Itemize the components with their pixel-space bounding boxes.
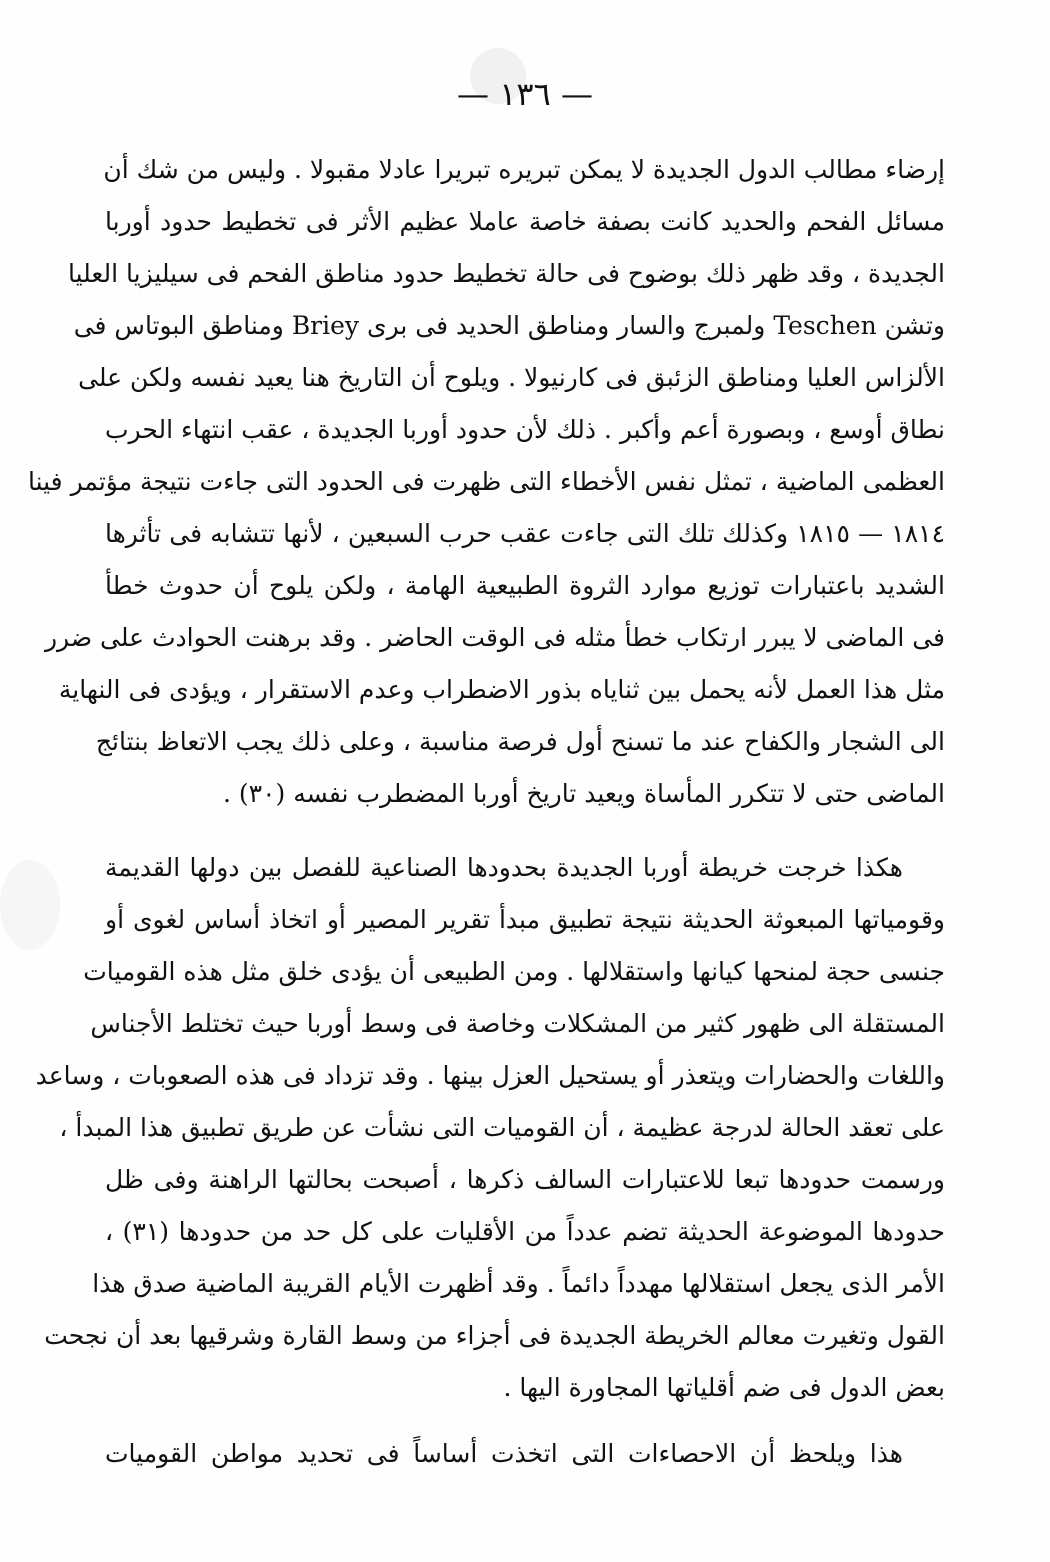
page-number: — ١٣٦ —	[457, 75, 593, 113]
text-line: وقومياتها المبعوثة الحديثة نتيجة تطبيق مبدأ تقرير المصير أو اتخاذ أساس لغوى أو	[105, 905, 945, 934]
paragraph-3	[105, 1428, 945, 1480]
text-line: إرضاء مطالب الدول الجديدة لا يمكن تبريره تبريرا عادلا مقبولا . وليس من شك أن	[103, 155, 945, 184]
text-line: بعض الدول فى ضم أقلياتها المجاورة اليها .	[503, 1373, 945, 1402]
text-line: على تعقد الحالة لدرجة عظيمة ، أن القوميات التى نشأت عن طريق تطبيق هذا المبدأ ،	[59, 1113, 945, 1142]
text-line: مسائل الفحم والحديد كانت بصفة خاصة عاملا عظيم الأثر فى تخطيط حدود أوربا	[105, 207, 945, 236]
text-line: العظمى الماضية ، تمثل نفس الأخطاء التى ظهرت فى الحدود التى جاءت نتيجة مؤتمر فينا	[27, 467, 945, 496]
text-line: هكذا خرجت خريطة أوربا الجديدة بحدودها الصناعية للفصل بين دولها القديمة	[105, 853, 903, 882]
text-line: الماضى حتى لا تتكرر المأساة ويعيد تاريخ أوربا المضطرب نفسه (٣٠) .	[222, 779, 945, 808]
paragraph-2	[35, 842, 945, 1414]
text-line: ورسمت حدودها تبعا للاعتبارات السالف ذكرها ، أصبحت بحالتها الراهنة وفى ظل	[105, 1165, 945, 1194]
text-line: فى الماضى لا يبرر ارتكاب خطأ مثله فى الوقت الحاضر . وقد برهنت الحوادث على ضرر	[44, 623, 945, 652]
page-smudge	[0, 860, 60, 950]
paragraph-1	[27, 144, 945, 820]
text-line: نطاق أوسع ، وبصورة أعم وأكبر . ذلك لأن حدود أوربا الجديدة ، عقب انتهاء الحرب	[105, 415, 945, 444]
text-line: واللغات والحضارات ويتعذر أو يستحيل العزل بينها . وقد تزداد فى هذه الصعوبات ، وساعد	[35, 1061, 945, 1090]
text-line: وتشن Teschen ولمبرج والسار ومناطق الحديد فى برى Briey ومناطق البوتاس فى	[73, 311, 945, 340]
text-line: حدودها الموضوعة الحديثة تضم عدداً من الأقليات على كل حد من حدودها (٣١) ،	[105, 1217, 945, 1246]
text-line: القول وتغيرت معالم الخريطة الجديدة فى أجزاء من وسط القارة وشرقيها بعد أن نجحت	[44, 1321, 945, 1350]
text-line: الى الشجار والكفاح عند ما تسنح أول فرصة مناسبة ، وعلى ذلك يجب الاتعاظ بنتائج	[95, 727, 945, 756]
text-line: الجديدة ، وقد ظهر ذلك بوضوح فى حالة تخطيط حدود مناطق الفحم فى سيليزيا العليا	[67, 259, 945, 288]
text-line: جنسى حجة لمنحها كيانها واستقلالها . ومن الطبيعى أن يؤدى خلق مثل هذه القوميات	[83, 957, 945, 986]
text-line: الألزاس العليا ومناطق الزئبق فى كارنيولا . ويلوح أن التاريخ هنا يعيد نفسه ولكن على	[78, 363, 945, 392]
text-line: المستقلة الى ظهور كثير من المشكلات وخاصة فى وسط أوربا حيث تختلط الأجناس	[90, 1009, 945, 1038]
text-line: الأمر الذى يجعل استقلالها مهدداً دائماً . وقد أظهرت الأيام القريبة الماضية صدق هذا	[92, 1269, 945, 1298]
text-line: مثل هذا العمل لأنه يحمل بين ثناياه بذور الاضطراب وعدم الاستقرار ، ويؤدى فى النهاية	[58, 675, 945, 704]
text-line: ١٨١٤ — ١٨١٥ وكذلك تلك التى جاءت عقب حرب السبعين ، لأنها تتشابه فى تأثرها	[105, 519, 945, 548]
text-line: الشديد باعتبارات توزيع موارد الثروة الطبيعية الهامة ، ولكن يلوح أن حدوث خطأ	[105, 571, 945, 600]
text-line: هذا ويلحظ أن الاحصاءات التى اتخذت أساساً فى تحديد مواطن القوميات	[105, 1439, 903, 1468]
